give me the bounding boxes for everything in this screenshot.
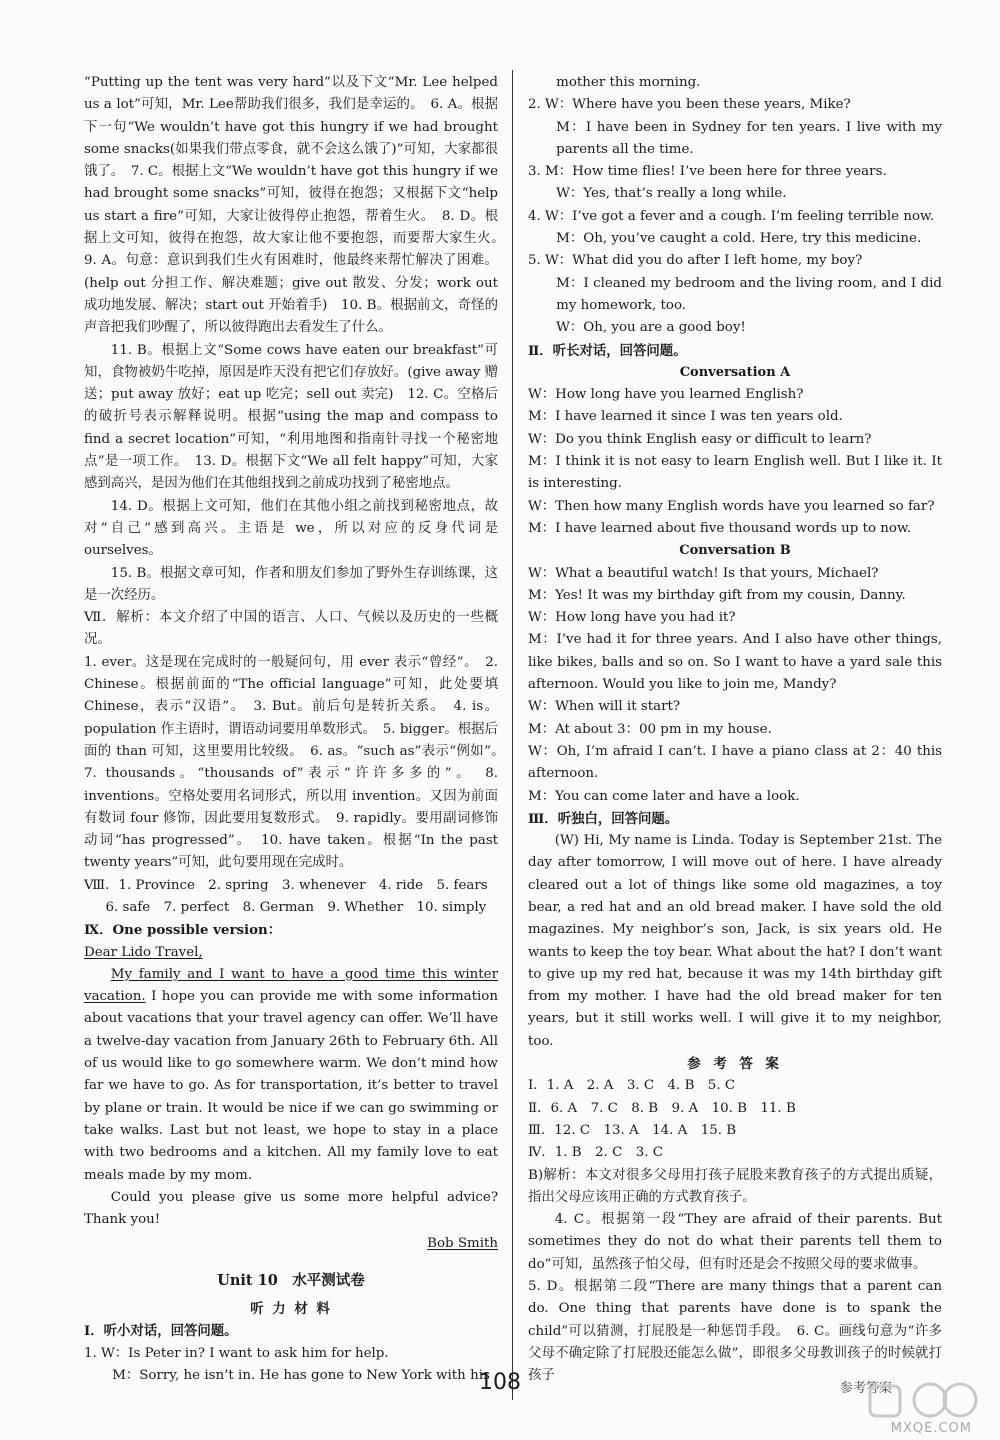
analysis-paragraph: 14. D。根据上文可知，他们在其他小组之前找到秘密地点，故对“自己”感到高兴。主语是 we，所以对应的反身代词是 ourselves。 bbox=[84, 498, 498, 559]
conversation-line: W：Then how many English words have you learned so far? bbox=[528, 498, 935, 514]
section-viii-line: 6. safe 7. perfect 8. German 9. Whether 10. simply bbox=[105, 899, 487, 915]
right-column bbox=[528, 72, 942, 1388]
letter-signature: Bob Smith bbox=[427, 1236, 498, 1252]
dialogue-line: M：I have been in Sydney for ten years. I live with my parents all the time. bbox=[556, 119, 942, 157]
dialogue-line: W：Yes, that’s really a long while. bbox=[556, 186, 787, 202]
conversation-line: M：I have learned it since I was ten years old. bbox=[528, 409, 843, 425]
dialogue-line: 1. W：Is Peter in? I want to ask him for help. bbox=[84, 1345, 389, 1361]
letter-paragraph bbox=[84, 964, 498, 1187]
unit-title: Unit 10 水平测试卷 bbox=[217, 1271, 365, 1289]
section-vii-answers: 1. ever。这是现在完成时的一般疑问句，用 ever 表示“曾经”。 2. Chinese。根据前面的“The official language”可知，此处要填 Chinese，表示“汉语”。 3. But。前后句是转折关系。 4. is。population 作主语时，谓语动词要用单数形式。 5. bigger。根据后面的 than 可知，这里要用比较级。 6. as。“such as”表示“例如”。 7. thousands。“thousands of”表示“许许多多的”。 8. inventions。空格处要用名词形式，所以用 invention。又因为前面有数词 four 修饰，因此要用复数形式。 9. rapidly。要用副词修饰动词“has progressed”。 10. have taken。根据“In the past twenty years”可知，此句要用现在完成时。 bbox=[84, 654, 512, 871]
conversation-line: W：What a beautiful watch! Is that yours, Michael? bbox=[528, 565, 879, 581]
listening-material-title: 听 力 材 料 bbox=[250, 1301, 332, 1318]
answer-line: Ⅰ．1. A 2. A 3. C 4. B 5. C bbox=[528, 1078, 736, 1094]
conversation-line: W：Do you think English easy or difficult to learn? bbox=[528, 431, 872, 447]
dialogue-line: 2. W：Where have you been these years, Mike? bbox=[528, 97, 851, 113]
dialogue-line: 5. W：What did you do after I left home, my boy? bbox=[528, 253, 863, 269]
part-ii-heading: Ⅱ．听长对话，回答问题。 bbox=[528, 342, 687, 359]
dialogue-line: M：Oh, you’ve caught a cold. Here, try this medicine. bbox=[556, 231, 922, 247]
conversation-a-title: Conversation A bbox=[679, 364, 791, 380]
conversation-line: W：When will it start? bbox=[528, 699, 681, 715]
answer-line: Ⅳ．1. B 2. C 3. C bbox=[528, 1145, 663, 1161]
dialogue-line: M：Sorry, he isn’t in. He has gone to New York with his bbox=[112, 1367, 490, 1383]
conversation-line: M：Yes! It was my birthday gift from my cousin, Danny. bbox=[528, 587, 906, 603]
dialogue-line: 4. W：I’ve got a fever and a cough. I’m feeling terrible now. bbox=[528, 208, 935, 224]
letter-closing: Could you please give us some more helpful advice? Thank you! bbox=[84, 1189, 498, 1228]
letter-greeting: Dear Lido Travel, bbox=[84, 944, 203, 960]
conversation-b-title: Conversation B bbox=[679, 543, 791, 559]
watermark-label: 参考答案 bbox=[839, 1381, 892, 1396]
letter-paragraph-text: I hope you can provide me with some information about vacations that your travel agency can offer. We’ll have a twelve-day vacation from January 26th to February 6th. All of us would like to go somewhere warm. We don’t mind how far we have to go. As for transportation, it’s better to travel by plane or train. It would be nice if we can go swimming or take walks. Last but not least, we hope to stay in a place with two bedrooms and a kitchen. All my family love to eat meals made by my mom. bbox=[84, 989, 498, 1183]
conversation-line: W：How long have you learned English? bbox=[528, 387, 804, 403]
section-vii-heading: Ⅶ．解析：本文介绍了中国的语言、人口、气候以及历史的一些概况。 bbox=[84, 610, 498, 648]
answer-analysis: 5. D。根据第二段“There are many things that a parent can do. One thing that parents have done is to spank the child”可以猜测，打屁股是一种惩罚手段。 6. C。画线句意为“许多父母不确定除了打屁股还能怎么做”，即很多父母教训孩子的时候就打孩子 bbox=[528, 1279, 942, 1384]
dialogue-line: M：I cleaned my bedroom and the living room, and I did my homework, too. bbox=[556, 275, 942, 313]
answer-analysis: B)解析：本文对很多父母用打孩子屁股来教育孩子的方式提出质疑，指出父母应该用正确的方式教育孩子。 bbox=[528, 1167, 942, 1205]
answer-line: Ⅲ．12. C 13. A 14. A 15. B bbox=[528, 1122, 737, 1138]
dialogue-line: W：Oh, you are a good boy! bbox=[556, 320, 746, 336]
analysis-paragraph: “Putting up the tent was very hard”以及下文“Mr. Lee helped us a lot”可知，Mr. Lee帮助我们很多，我们是幸运的。 6. A。根据下一句“We wouldn’t have got this hungry if we had brought some snacks(如果我们带点零食，就不会这么饿了)”可知，大家都很饿了。 7. C。根据上文“We wouldn’t have got this hungry if we had brought some snacks”可知，彼得在抱怨；又根据下文“help us start a fire”可知，大家让彼得停止抱怨，帮着生火。 8. D。根据上文可知，彼得在抱怨，故大家让他不要抱怨，而要帮大家生火。 9. A。句意：意识到我们生火有困难时，他最终来帮忙解决了困难。(help out 分担工作、解决难题；give out 散发、分发；work out 成功地发展、解决；start out 开始着手) 10. B。根据前文，奇怪的声音把我们吵醒了，所以彼得跑出去看发生了什么。 bbox=[84, 75, 512, 336]
part-i-heading: Ⅰ．听小对话，回答问题。 bbox=[84, 1323, 238, 1340]
column-divider bbox=[512, 70, 513, 1400]
answer-line: Ⅱ．6. A 7. C 8. B 9. A 10. B 11. B bbox=[528, 1100, 796, 1116]
conversation-line: M：At about 3：00 pm in my house. bbox=[528, 721, 772, 737]
conversation-line: M：I think it is not easy to learn English well. But I like it. It is interesting. bbox=[528, 454, 942, 492]
analysis-paragraph: 11. B。根据上文“Some cows have eaten our breakfast”可知，食物被奶牛吃掉，原因是昨天没有把它们存放好。(give away 赠送；put away 放好；eat up 吃完；sell out 卖完) 12. C。空格后的破折号表示解释说明。根据“using the map and compass to find a secret location”可知，“利用地图和指南针寻找一个秘密地点”是一项工作。 13. D。根据下文“We all felt happy”可知，大家感到高兴，是因为他们在其他组找到之前成功找到了秘密地点。 bbox=[84, 342, 498, 492]
analysis-paragraph: 15. B。根据文章可知，作者和朋友们参加了野外生存训练课，这是一次经历。 bbox=[84, 565, 498, 603]
dialogue-line: 3. M：How time flies! I’ve been here for three years. bbox=[528, 164, 887, 180]
conversation-line: W：Oh, I’m afraid I can’t. I have a piano class at 2：40 this afternoon. bbox=[528, 743, 942, 782]
answer-analysis: 4. C。根据第一段“They are afraid of their parents. But sometimes they do not do what their parents tell them to do”可知，虽然孩子怕父母，但有时还是会不按照父母的要求做事。 bbox=[528, 1212, 942, 1272]
answers-title: 参 考 答 案 bbox=[687, 1056, 783, 1073]
letter-underlined-sentence: My family and I want to have a good time this winter vacation. bbox=[84, 966, 498, 1005]
page-number: 108 bbox=[479, 1370, 521, 1395]
conversation-line: M：You can come later and have a look. bbox=[528, 788, 800, 804]
conversation-line: W：How long have you had it? bbox=[528, 610, 736, 626]
watermark-site: MXQE.COM bbox=[890, 1421, 972, 1436]
part-iii-heading: Ⅲ．听独白，回答问题。 bbox=[528, 810, 679, 827]
section-ix-heading: Ⅸ．One possible version： bbox=[84, 922, 282, 939]
section-viii-line: Ⅷ．1. Province 2. spring 3. whenever 4. ride 5. fears bbox=[84, 877, 488, 893]
dialogue-line: mother this morning. bbox=[556, 75, 701, 90]
conversation-line: M：I have learned about five thousand words up to now. bbox=[528, 520, 912, 536]
monologue-text: (W) Hi, My name is Linda. Today is September 21st. The day after tomorrow, I will move out of here. I have already cleared out a lot of things like some old magazines, a toy bear, a red hat and an old bread maker. I have sold the old magazines. My neighbor’s son, Jack, is six years old. He wants to keep the toy bear. What about the hat? I don’t want to give up my red hat, because it was my 14th birthday gift from my mother. I have had the old bread maker for ten years, but it still works well. I will give it to my neighbor, too. bbox=[528, 833, 942, 1049]
conversation-line: M：I’ve had it for three years. And I also have other things, like bikes, balls and so on. So I want to have a yard sale this afternoon. Would you like to join me, Mandy? bbox=[528, 632, 942, 693]
